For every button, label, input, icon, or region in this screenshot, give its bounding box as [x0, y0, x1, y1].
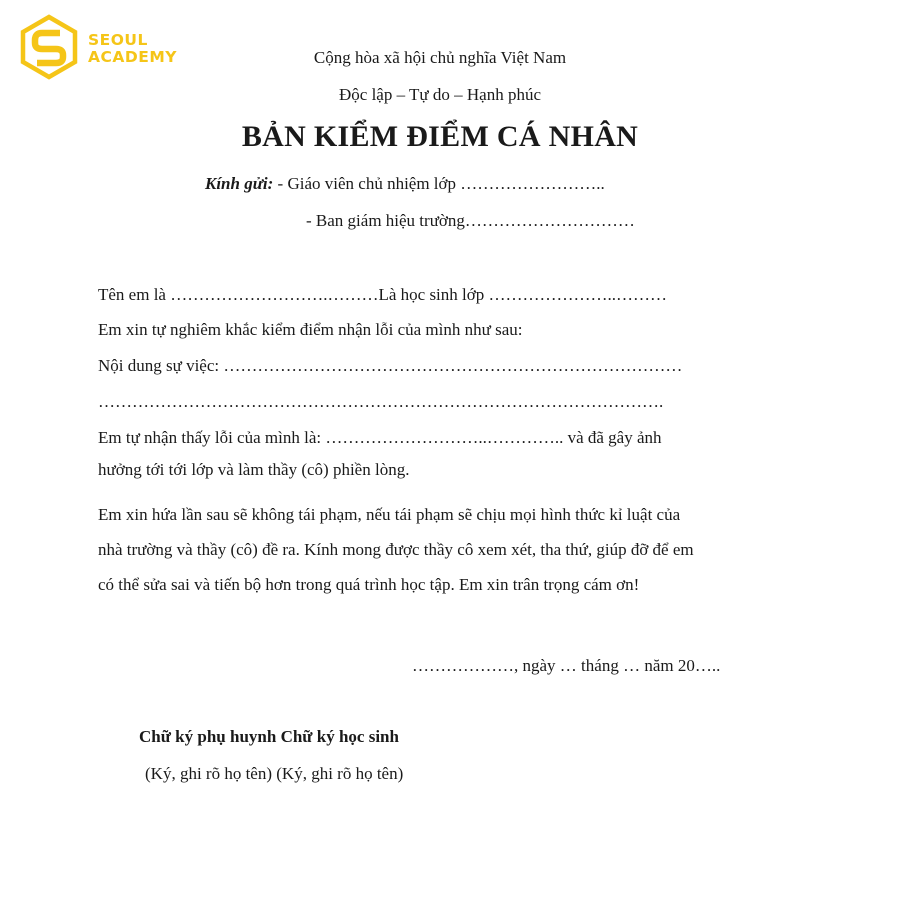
promise-line-3: có thể sửa sai và tiến bộ hơn trong quá trình học tập. Em xin trân trọng cám ơn!	[98, 575, 640, 594]
content-line: Nội dung sự việc: ………………………………………………………………………	[98, 356, 683, 375]
motto-heading: Độc lập – Tự do – Hạnh phúc	[339, 85, 541, 104]
admit-line-2: hưởng tới tới lớp và làm thầy (cô) phiền lòng.	[98, 460, 410, 479]
promise-line-2: nhà trường và thầy (cô) đề ra. Kính mong được thầy cô xem xét, tha thứ, giúp đỡ để em	[98, 540, 694, 559]
admit-line-1: Em tự nhận thấy lỗi của mình là: ………………………..………….. và đã gây ảnh	[98, 428, 662, 447]
recipient-board: - Ban giám hiệu trường…………………………	[306, 211, 635, 230]
nation-heading: Cộng hòa xã hội chủ nghĩa Việt Nam	[313, 48, 567, 67]
content-continue-line: ……………………………………………………………………………………….	[98, 392, 664, 411]
logo-line-2: ACADEMY	[88, 48, 177, 66]
date-line: ………………, ngày … tháng … năm 20…..	[412, 656, 721, 675]
recipients-label: Kính gửi:	[205, 174, 274, 193]
name-line: Tên em là ……………………….………Là học sinh lớp …………………..………	[98, 285, 667, 304]
recipients-row-1	[205, 174, 605, 194]
promise-line-1: Em xin hứa lần sau sẽ không tái phạm, nếu tái phạm sẽ chịu mọi hình thức kỉ luật của	[98, 505, 681, 524]
intro-line: Em xin tự nghiêm khắc kiểm điểm nhận lỗi của mình như sau:	[98, 320, 523, 339]
document-title: BẢN KIỂM ĐIỂM CÁ NHÂN	[241, 120, 639, 153]
recipient-teacher: - Giáo viên chủ nhiệm lớp ……………………..	[277, 174, 605, 193]
signature-notes: (Ký, ghi rõ họ tên) (Ký, ghi rõ họ tên)	[145, 764, 404, 783]
signature-titles: Chữ ký phụ huynh Chữ ký học sinh	[139, 727, 399, 746]
logo-line-1: SEOUL	[88, 31, 148, 49]
